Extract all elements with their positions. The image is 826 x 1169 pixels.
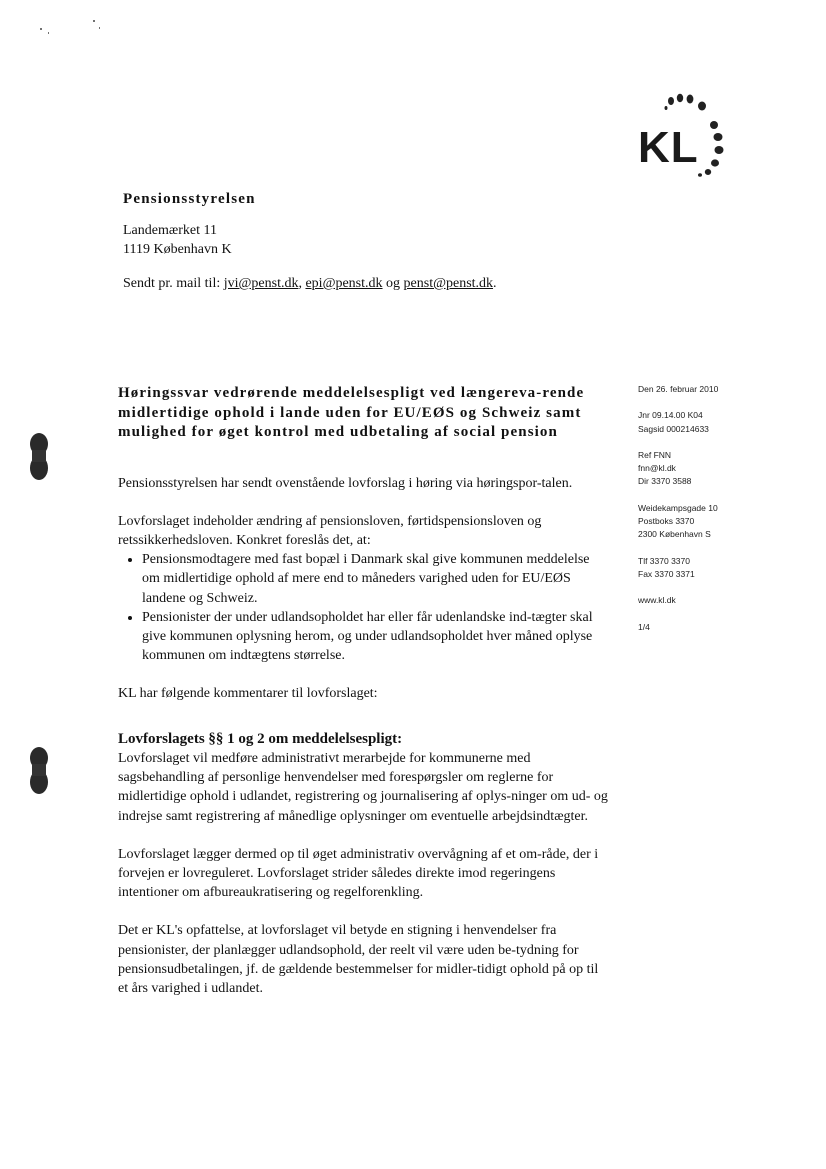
recipient-org: Pensionsstyrelsen xyxy=(123,191,256,207)
street-address: Weidekampsgade 10 xyxy=(638,502,718,513)
kl-logo xyxy=(630,88,740,188)
email-link-3[interactable]: penst@penst.dk xyxy=(403,276,494,291)
letter-metadata-sidebar xyxy=(638,383,788,647)
list-item: • Pensionister der under udlandsopholdet har eller får udenlandske ind-tægter skal give kommunen oplysning herom, og under udlandsopholdet hver måned oplyse kommunen om indtægtens størrelse. xyxy=(142,608,608,666)
website-link[interactable]: www.kl.dk xyxy=(638,595,676,606)
scan-speck xyxy=(99,27,100,29)
paragraph-intro: Pensionsstyrelsen har sendt ovenstående lovforslag i høring via høringspor-talen. xyxy=(118,475,573,491)
list-item: • Pensionsmodtagere med fast bopæl i Danmark skal give kommunen meddelelse om midlertidige ophold af mere end to måneders varighed uden for EU/EØS landene og Schweiz. xyxy=(142,550,608,608)
reference: Ref FNN xyxy=(638,449,672,460)
sent-prefix: Sendt pr. mail til: xyxy=(123,276,224,291)
scan-speck xyxy=(93,20,95,22)
paragraph-surveillance: Lovforslaget lægger dermed op til øget administrativ overvågning af et om-råde, der i forvejen er lovreguleret. Lovforslaget strider således direkte imod regeringens intentioner om afbureaukratisering og regelforenkling. xyxy=(118,846,599,901)
scan-speck xyxy=(40,28,42,30)
fax-number: Fax 3370 3371 xyxy=(638,568,695,579)
punch-hole-icon xyxy=(28,746,50,796)
po-box: Postboks 3370 xyxy=(638,516,695,527)
email-separator: og xyxy=(382,276,404,291)
punch-hole-icon xyxy=(28,432,50,482)
recipient-block xyxy=(123,190,603,293)
direct-phone: Dir 3370 3588 xyxy=(638,476,692,487)
letter-title: Høringssvar vedrørende meddelelsespligt ved længereva-rende midlertidige ophold i lande uden for EU/EØS og Schweiz samt mulighed for øget kontrol med udbetaling af social pension xyxy=(118,385,585,440)
letter-date: Den 26. februar 2010 xyxy=(638,384,719,394)
recipient-address-line2: 1119 København K xyxy=(123,242,232,257)
paragraph-comments-intro: KL har følgende kommentarer til lovforslaget: xyxy=(118,686,378,702)
sent-suffix: . xyxy=(493,276,497,291)
journal-number: Jnr 09.14.00 K04 xyxy=(638,410,703,421)
postal-city: 2300 København S xyxy=(638,529,711,540)
letter-body xyxy=(118,384,608,1017)
logo-wordmark: KL xyxy=(638,123,699,172)
email-link-1[interactable]: jvi@penst.dk xyxy=(223,276,299,291)
case-id: Sagsid 000214633 xyxy=(638,423,709,434)
sent-by-mail-line xyxy=(123,274,603,293)
phone-number: Tlf 3370 3370 xyxy=(638,555,690,566)
section-heading: Lovforslagets §§ 1 og 2 om meddelelsespligt: xyxy=(118,730,403,747)
proposal-bullet-list xyxy=(118,550,608,665)
scan-speck xyxy=(48,32,49,34)
email-link-2[interactable]: epi@penst.dk xyxy=(305,276,383,291)
contact-email[interactable]: fnn@kl.dk xyxy=(638,463,676,474)
page-number: 1/4 xyxy=(638,621,650,632)
recipient-address-line1: Landemærket 11 xyxy=(123,223,217,238)
paragraph-kl-opinion: Det er KL's opfattelse, at lovforslaget vil betyde en stigning i henvendelser fra pensionister, der planlægger udlandsophold, der reelt vil være uden be-tydning for pensionsudbetalingen, jf. de gældende bestemmelser for midler-tidigt ophold på op til et års varighed i udlandet. xyxy=(118,923,599,997)
paragraph-workload: Lovforslaget vil medføre administrativt merarbejde for kommunerne med sagsbehandling af personlige henvendelser med forespørgsler om reglerne for midlertidige ophold i udlandet, registrering og journalisering af oplys-ninger om ud- og indrejse samt registrering af månedlige oplysninger om eventuelle arbejdsindtægter. xyxy=(118,751,608,824)
paragraph-proposal: Lovforslaget indeholder ændring af pensionsloven, førtidspensionsloven og retssikkerhedsloven. Konkret foreslås det, at: xyxy=(118,513,542,548)
email-separator: , xyxy=(298,276,306,291)
